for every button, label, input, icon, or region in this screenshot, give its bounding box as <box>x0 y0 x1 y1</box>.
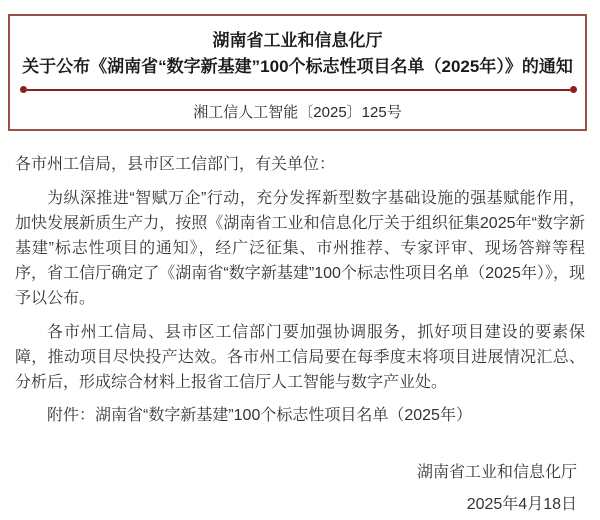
header-rule <box>20 86 577 93</box>
issuing-agency-signature: 湖南省工业和信息化厅 <box>416 464 577 481</box>
agency-title: 湖南省工业和信息化厅 <box>212 31 383 50</box>
salutation: 各市州工信局，县市区工信部门，有关单位： <box>15 156 336 173</box>
notice-body <box>15 152 585 517</box>
attachment-line: 附件：湖南省“数字新基建”100个标志性项目名单（2025年） <box>47 407 472 424</box>
rule-right-dot-icon <box>570 86 577 93</box>
paragraph-2: 各市州工信局、县市区工信部门要加强协调服务，抓好项目建设的要素保障，推动项目尽快投产达效。各市州工信局要在每季度末将项目进展情况汇总、分析后，形成综合材料上报省工信厅人工智能与数字产业处。 <box>15 324 585 391</box>
rule-line <box>27 89 570 91</box>
rule-left-dot-icon <box>20 86 27 93</box>
issue-date: 2025年4月18日 <box>466 496 577 513</box>
doc-number: 湘工信人工智能〔2025〕125号 <box>193 104 402 121</box>
notice-header-box <box>8 14 587 131</box>
notice-title: 关于公布《湖南省“数字新基建”100个标志性项目名单（2025年）》的通知 <box>22 57 573 76</box>
paragraph-1: 为纵深推进“智赋万企”行动，充分发挥新型数字基础设施的强基赋能作用，加快发展新质生产力，按照《湖南省工业和信息化厅关于组织征集2025年“数字新基建”标志性项目的通知》，经广泛征集、市州推荐、专家评审、现场答辩等程序，省工信厅确定了《湖南省“数字新基建”100个标志性项目名单（2025年）》，现予以公布。 <box>15 190 585 307</box>
